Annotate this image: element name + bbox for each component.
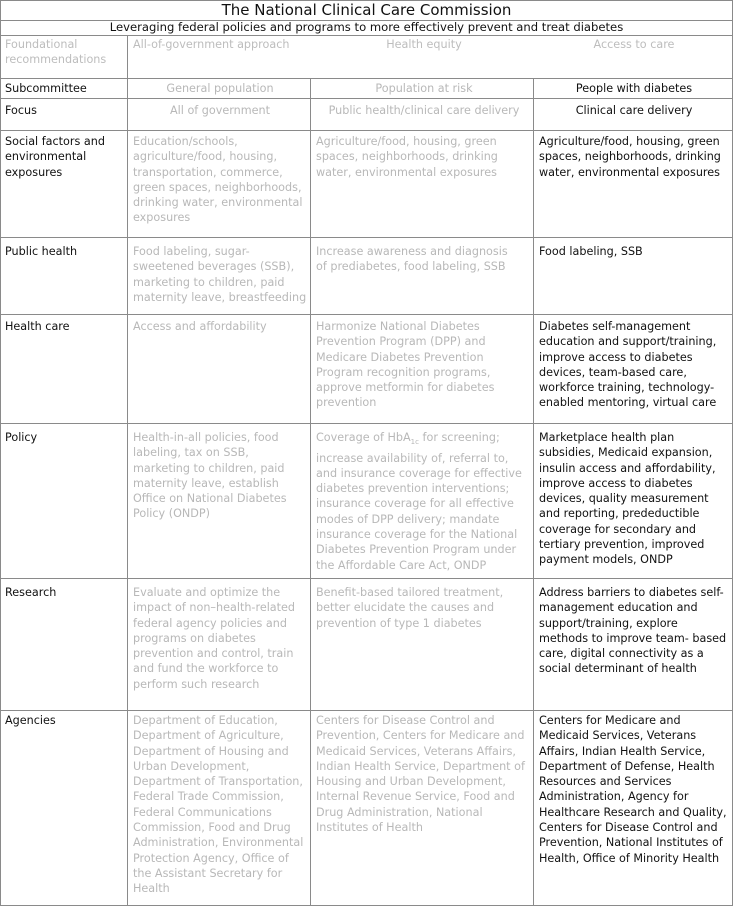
row-label-policy: Policy (5, 431, 38, 444)
public-health-col-1: Food labeling, sugar-sweetened beverages (SSB), marketing to children, paid maternity leave, breastfeeding (133, 245, 307, 304)
research-col-2: Benefit-based tailored treatment, better elucidate the causes and prevention of type 1 diabetes (316, 586, 504, 630)
divider (1, 237, 732, 238)
agencies-col-2: Centers for Disease Control and Prevention, Centers for Medicare and Medicaid Services, Veterans Affairs, Indian Health Service, Department of Housing and Urban Development, Internal Revenue Service, Food and Drug Administration, National Institutes of Health (316, 714, 525, 835)
subcommittee-col-2: Population at risk (375, 82, 473, 95)
policy-col-2 (316, 430, 530, 573)
policy-col-2-post: for screening; increase availability of, referral to, and insurance coverage for effective diabetes prevention interventions; insurance coverage for all effective modes of DPP delivery; mandate insurance coverage for the National Diabetes Prevention Program under the Affordable Care Act, ONDP (316, 431, 522, 572)
row-label-social-factors: Social factors and environmental exposures (5, 135, 105, 179)
divider (533, 78, 534, 905)
social-col-1: Education/schools, agriculture/food, housing, transportation, commerce, green spaces, neighborhoods, drinking water, environmental exposures (133, 135, 303, 225)
divider (127, 35, 128, 905)
policy-col-1-text: Health-in-all policies, food labeling, tax on SSB, marketing to children, paid maternity leave, establish (133, 431, 285, 490)
public-health-col-3: Food labeling, SSB (539, 245, 643, 258)
policy-col-3: Marketplace health plan subsidies, Medicaid expansion, insulin access and affordability, improve access to diabetes devices, quality measurement and reporting, predeductible coverage for secondary and tertiary prevention, improved payment models, ONDP (539, 431, 716, 567)
policy-col-1-ondp: Office on National Diabetes Policy (ONDP) (133, 492, 287, 521)
page-subtitle: Leveraging federal policies and programs to more effectively prevent and treat diabetes (109, 20, 624, 34)
row-label-agencies: Agencies (5, 714, 56, 727)
row-label-focus: Focus (5, 104, 37, 117)
public-health-col-2: Increase awareness and diagnosis of prediabetes, food labeling, SSB (316, 245, 508, 274)
divider (1, 423, 732, 424)
subcommittee-col-3: People with diabetes (575, 82, 693, 95)
divider (1, 578, 732, 579)
health-care-col-1: Access and affordability (133, 320, 267, 333)
row-label-public-health: Public health (5, 245, 78, 258)
foundational-col-2: Health equity (386, 38, 462, 51)
social-col-3: Agriculture/food, housing, green spaces, neighborhoods, drinking water, environmental exposures (539, 135, 721, 179)
divider (1, 710, 732, 711)
agencies-col-3: Centers for Medicare and Medicaid Services, Veterans Affairs, Indian Health Service, Department of Defense, Health Resources and Services Administration, Agency for Healthcare Research and Quality, Centers for Disease Control and Prevention, National Institutes of Health, Office of Minority Health (539, 714, 727, 865)
research-col-3: Address barriers to diabetes self-management education and support/training, explore methods to improve team- based care, digital connectivity as a social determinant of health (539, 586, 727, 676)
agencies-col-1: Department of Education, Department of Agriculture, Department of Housing and Urban Development, Department of Transportation, Federal Trade Commission, Federal Communications Commission, Food and Drug Administration, Environmental Protection Agency, Office of the Assistant Secretary for Health (133, 714, 304, 896)
row-label-research: Research (5, 586, 57, 599)
focus-col-2: Public health/clinical care delivery (328, 104, 520, 117)
research-col-1: Evaluate and optimize the impact of non–health-related federal agency policies and programs on diabetes prevention and control, train and fund the workforce to perform such research (133, 586, 296, 691)
health-care-col-2: Harmonize National Diabetes Prevention Program (DPP) and Medicare Diabetes Prevention Program recognition programs, approve metformin for diabetes prevention (316, 320, 495, 410)
focus-col-3: Clinical care delivery (575, 104, 693, 117)
foundational-label: Foundational recommendations (5, 38, 107, 67)
policy-col-2-pre: Coverage of HbA (316, 431, 411, 444)
foundational-col-1: All-of-government approach (133, 38, 290, 51)
focus-col-1: All of government (170, 104, 270, 117)
page-title: The National Clinical Care Commission (1, 1, 732, 21)
health-care-col-3: Diabetes self-management education and support/training, improve access to diabetes devices, team-based care, workforce training, technology-enabled mentoring, virtual care (539, 320, 717, 410)
row-label-health-care: Health care (5, 320, 70, 333)
divider (1, 98, 732, 99)
divider (1, 35, 732, 36)
subcommittee-col-1: General population (166, 82, 274, 95)
divider (1, 314, 732, 315)
divider (1, 130, 732, 131)
divider (1, 78, 732, 79)
policy-col-2-sub: 1c (410, 438, 419, 447)
divider (310, 78, 311, 905)
foundational-col-3: Access to care (593, 38, 675, 51)
social-col-2: Agriculture/food, housing, green spaces, neighborhoods, drinking water, environmental exposures (316, 135, 498, 179)
policy-col-1 (133, 430, 307, 522)
subcommittee-label: Subcommittee (5, 82, 87, 95)
